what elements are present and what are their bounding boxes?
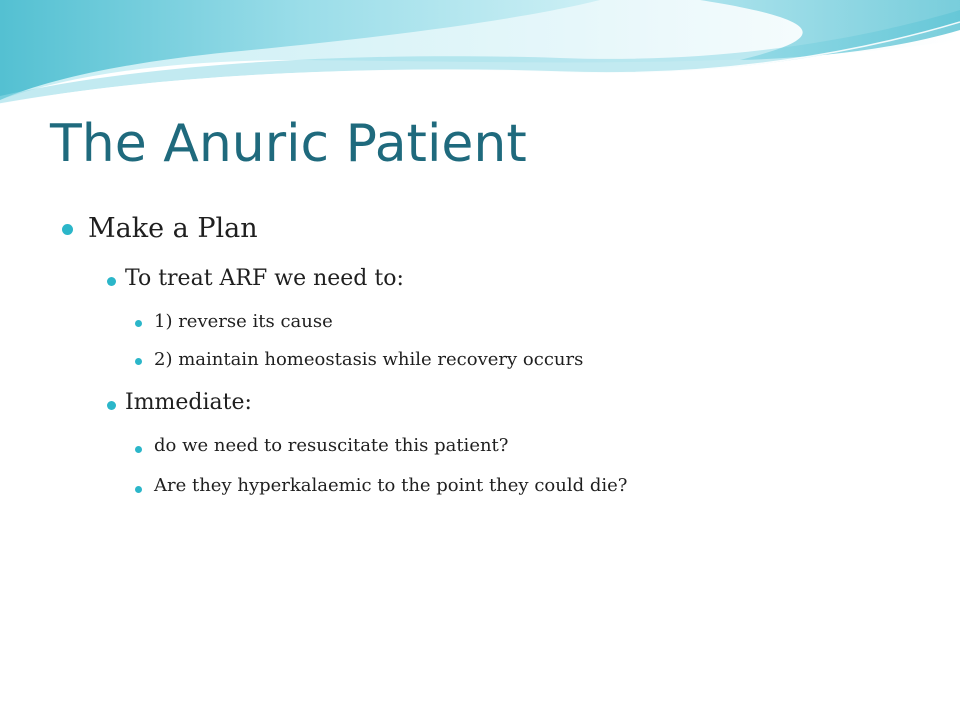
bullet-level2-immediate: Immediate: [125, 390, 252, 415]
bullet-level3-maintain-homeostasis: 2) maintain homeostasis while recovery occurs [154, 349, 584, 370]
bullet-dot-icon [62, 224, 73, 235]
bullet-dot-icon [135, 320, 142, 327]
bullet-dot-icon [107, 401, 116, 410]
bullet-dot-icon [107, 277, 116, 286]
slide-title: The Anuric Patient [50, 114, 527, 174]
bullet-level3-hyperkalaemic: Are they hyperkalaemic to the point they could die? [154, 475, 628, 496]
bullet-level1-make-a-plan: Make a Plan [88, 213, 258, 244]
bullet-dot-icon [135, 446, 142, 453]
bullet-level3-resuscitate: do we need to resuscitate this patient? [154, 435, 509, 456]
bullet-dot-icon [135, 358, 142, 365]
bullet-level3-reverse-cause: 1) reverse its cause [154, 311, 333, 332]
bullet-dot-icon [135, 486, 142, 493]
bullet-level2-to-treat-arf: To treat ARF we need to: [125, 266, 404, 291]
